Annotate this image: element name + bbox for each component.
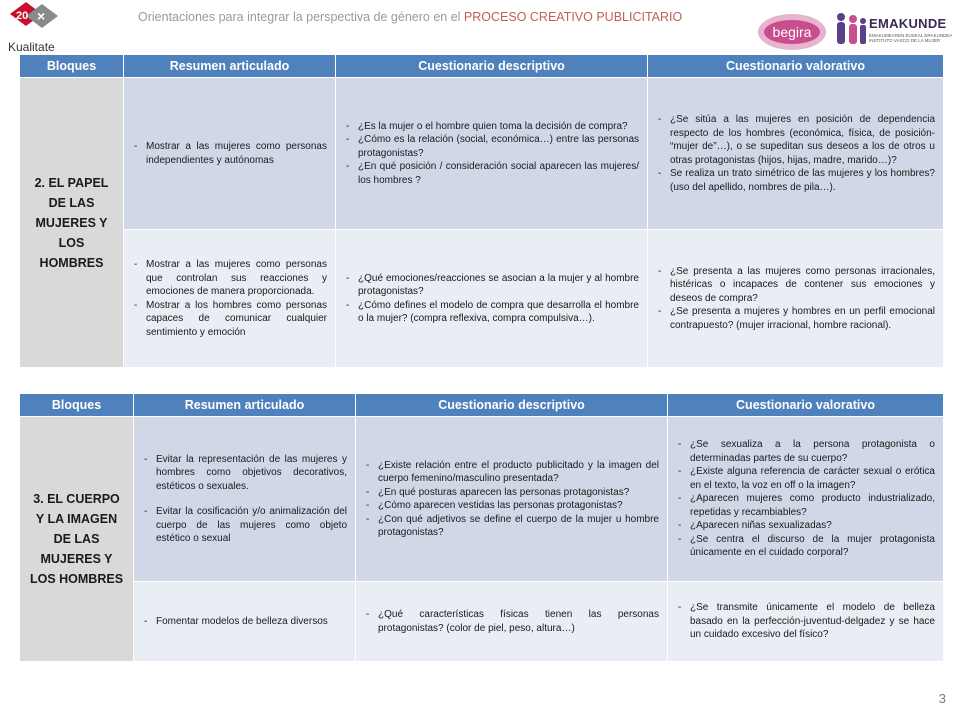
emakunde-name: EMAKUNDE [869,16,947,31]
list-item: - ¿Qué emociones/reacciones se asocian a la mujer y al hombre protagonistas? [344,272,639,299]
list-item: - ¿Se presenta a mujeres y hombres en un perfil emocional contrapuesto? (mujer irracional, hombre racional). [656,305,935,332]
list-item: - ¿Con qué adjetivos se define el cuerpo de la mujer u hombre protagonistas? [364,513,659,540]
begira-logo [756,12,828,52]
list-item: - ¿Qué características físicas tienen las personas protagonistas? (color de piel, peso, altura…) [364,608,659,635]
bloque-label: 2. EL PAPEL DE LAS MUJERES Y LOS HOMBRES [20,78,124,368]
page-number: 3 [938,691,946,706]
list-item: - ¿Existe relación entre el producto publicitado y la imagen del cuerpo femenino/masculino presentada? [364,459,659,486]
column-header-descriptivo: Cuestionario descriptivo [356,394,668,417]
table-papel-mujeres-hombres [19,54,944,368]
list-item: - ¿Existe alguna referencia de carácter sexual o erótica en el texto, la voz en off o la imagen? [676,465,935,492]
valorativo-cell [648,78,944,230]
column-header-bloques: Bloques [20,55,124,78]
descriptivo-cell [336,78,648,230]
svg-text:×: × [37,8,46,24]
svg-text:20: 20 [16,10,29,22]
list-item: - Mostrar a las mujeres como personas independientes y autónomas [132,140,327,167]
table-row [20,78,944,230]
list-item: - ¿Cómo defines el modelo de compra que desarrolla el hombre o la mujer? (compra reflexiva, compra compulsiva…). [344,299,639,326]
valorativo-cell [648,230,944,368]
list-item: - ¿Se sexualiza a la persona protagonista o determinadas partes de su cuerpo? [676,438,935,465]
list-item: - ¿Se presenta a las mujeres como personas irracionales, histéricas o incapaces de contener sus emociones y deseos de compra? [656,265,935,306]
column-header-descriptivo: Cuestionario descriptivo [336,55,648,78]
column-header-resumen: Resumen articulado [124,55,336,78]
emakunde-logo [833,10,953,50]
list-item: - Se realiza un trato simétrico de las mujeres y los hombres? (uso del apellido, nombres de pila…). [656,167,935,194]
emakunde-subtitle: EMAKUMEAREN EUSKAL ERAKUNDEA INSTITUTO VASCO DE LA MUJER [869,33,953,43]
list-item: - ¿Se centra el discurso de la mujer protagonista únicamente en el cuidado corporal? [676,533,935,560]
list-item: - Fomentar modelos de belleza diversos [142,615,347,629]
list-item: - ¿Aparecen mujeres como producto industrializado, repetidas y recambiables? [676,492,935,519]
column-header-bloques: Bloques [20,394,134,417]
table-header-row [20,55,944,78]
resumen-cell [124,78,336,230]
descriptivo-cell [356,417,668,582]
kualitate-logo [4,2,64,54]
descriptivo-cell [356,582,668,662]
list-item: - ¿Se sitúa a las mujeres en posición de dependencia respecto de los hombres (económica, física, de posición- “mujer de”…), o se supeditan sus deseos a los de otros u otras protagonistas (hijos, hijas, madre, marido…)? [656,113,935,167]
column-header-valorativo: Cuestionario valorativo [648,55,944,78]
valorativo-cell [668,417,944,582]
table-row [20,417,944,582]
table-cuerpo-imagen [19,393,944,662]
list-item: - Evitar la representación de las mujeres y hombres como objetivos decorativos, estéticos o sexuales. [142,453,347,494]
descriptivo-cell [336,230,648,368]
column-header-resumen: Resumen articulado [134,394,356,417]
page-title: Orientaciones para integrar la perspectiva de género en el PROCESO CREATIVO PUBLICITARIO [138,10,683,24]
bloque-label: 3. EL CUERPO Y LA IMAGEN DE LAS MUJERES Y LOS HOMBRES [20,417,134,662]
valorativo-cell [668,582,944,662]
list-item: - Evitar la cosificación y/o animalización del cuerpo de las mujeres como objeto estético o sexual [142,505,347,546]
list-item: - ¿En qué posición / consideración social aparecen las mujeres/ los hombres ? [344,160,639,187]
kualitate-badge-icon [4,2,64,42]
list-item: - Mostrar a los hombres como personas capaces de comunicar cualquier sentimiento y emoción [132,299,327,340]
list-item: - ¿Es la mujer o el hombre quien toma la decisión de compra? [344,120,639,134]
list-item: - ¿Se transmite únicamente el modelo de belleza basado en la perfección-juventud-delgadez y se hace un cuidado excesivo del físico? [676,601,935,642]
list-item: - ¿Cómo es la relación (social, económica…) entre las personas protagonistas? [344,133,639,160]
list-item: - Mostrar a las mujeres como personas que controlan sus reacciones y emociones de manera proporcionada. [132,258,327,299]
resumen-cell [134,582,356,662]
column-header-valorativo: Cuestionario valorativo [668,394,944,417]
kualitate-label: Kualitate [8,40,55,54]
begira-eye-icon [756,12,828,52]
table-row [20,582,944,662]
list-item: - ¿Cómo aparecen vestidas las personas protagonistas? [364,499,659,513]
table-row [20,230,944,368]
table-header-row [20,394,944,417]
svg-text:begira: begira [772,24,812,40]
list-item: - ¿Aparecen niñas sexualizadas? [676,519,935,533]
title-highlight: PROCESO CREATIVO PUBLICITARIO [463,10,683,24]
resumen-cell [124,230,336,368]
list-item: - ¿En qué posturas aparecen las personas protagonistas? [364,486,659,500]
resumen-cell [134,417,356,582]
emakunde-figures-icon [833,10,867,48]
